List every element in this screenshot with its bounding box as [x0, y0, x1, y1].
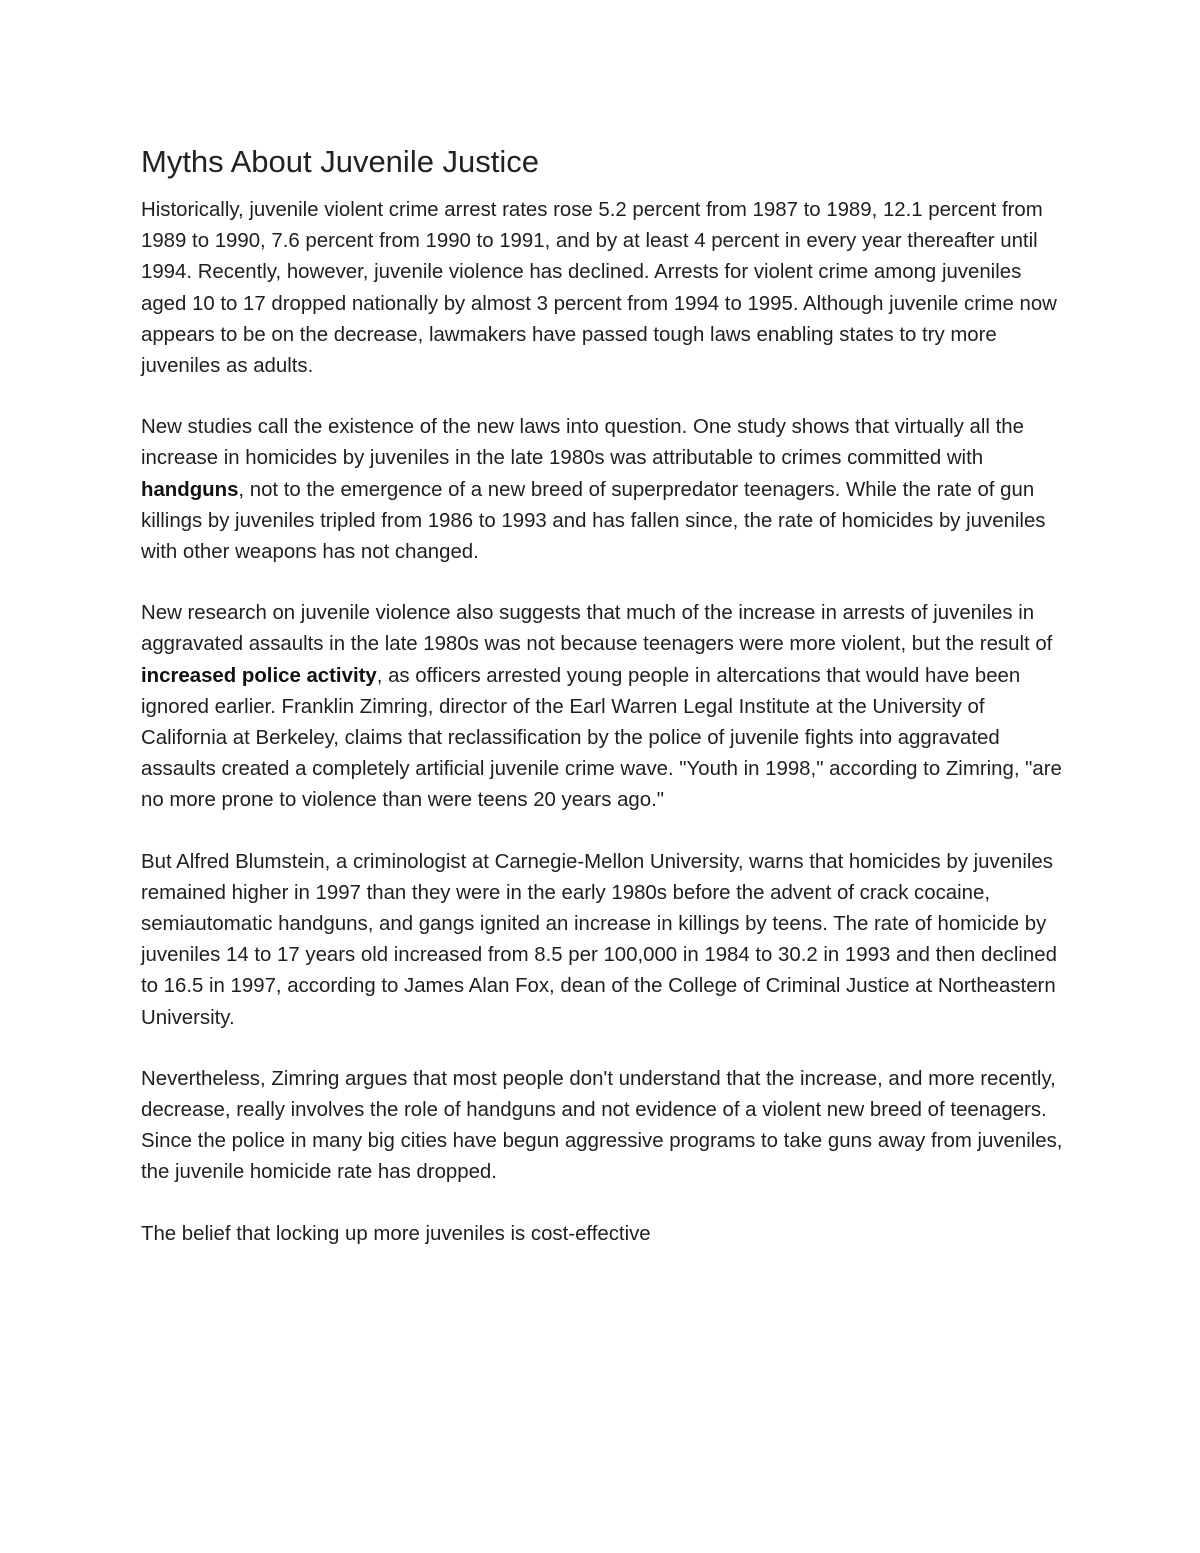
- paragraph-text: , as officers arrested young people in altercations that would have been ignored earlier. Franklin Zimring, director of the Earl Warren Legal Institute at the University of California at Berkeley, claims that reclassification by the police of juvenile fights into aggravated assaults created a completely artificial juvenile crime wave. "Youth in 1998," according to Zimring, "are no more prone to violence than were teens 20 years ago.": [141, 664, 1062, 812]
- paragraph-blumstein: But Alfred Blumstein, a criminologist at Carnegie-Mellon University, warns that homicides by juveniles remained higher in 1997 than they were in the early 1980s before the advent of crack cocaine, semiautomatic handguns, and gangs ignited an increase in killings by teens. The rate of homicide by juveniles 14 to 17 years old increased from 8.5 per 100,000 in 1984 to 30.2 in 1993 and then declined to 16.5 in 1997, according to James Alan Fox, dean of the College of Criminal Justice at Northeastern University.: [141, 850, 1057, 1029]
- paragraph-zimring-argument: Nevertheless, Zimring argues that most people don't understand that the increase, and more recently, decrease, really involves the role of handguns and not evidence of a violent new breed of teenagers. Since the police in many big cities have begun aggressive programs to take guns away from juveniles, the juvenile homicide rate has dropped.: [141, 1067, 1063, 1184]
- bold-term-handguns: handguns: [141, 478, 239, 501]
- paragraph-text: New studies call the existence of the new laws into question. One study shows that virtually all the increase in homicides by juveniles in the late 1980s was attributable to crimes committed with: [141, 416, 1024, 470]
- paragraph-arrest-rates: Historically, juvenile violent crime arrest rates rose 5.2 percent from 1987 to 1989, 12.1 percent from 1989 to 1990, 7.6 percent from 1990 to 1991, and by at least 4 percent in every year thereafter until 1994. Recently, however, juvenile violence has declined. Arrests for violent crime among juveniles aged 10 to 17 dropped nationally by almost 3 percent from 1994 to 1995. Although juvenile crime now appears to be on the decrease, lawmakers have passed tough laws enabling states to try more juveniles as adults.: [141, 199, 1057, 378]
- document-body: [141, 141, 1066, 1280]
- bold-term-police-activity: increased police activity: [141, 664, 377, 687]
- paragraph-police-activity: [141, 598, 1066, 816]
- paragraph-handguns-study: [141, 412, 1066, 568]
- paragraph-text: , not to the emergence of a new breed of superpredator teenagers. While the rate of gun killings by juveniles tripled from 1986 to 1993 and has fallen since, the rate of homicides by juveniles with other weapons has not changed.: [141, 478, 1046, 564]
- paragraph-text: New research on juvenile violence also suggests that much of the increase in arrests of juveniles in aggravated assaults in the late 1980s was not because teenagers were more violent, but the result of: [141, 602, 1053, 656]
- document-title: Myths About Juvenile Justice: [141, 144, 540, 179]
- section-heading-cost-effective: The belief that locking up more juveniles is cost-effective: [141, 1222, 651, 1245]
